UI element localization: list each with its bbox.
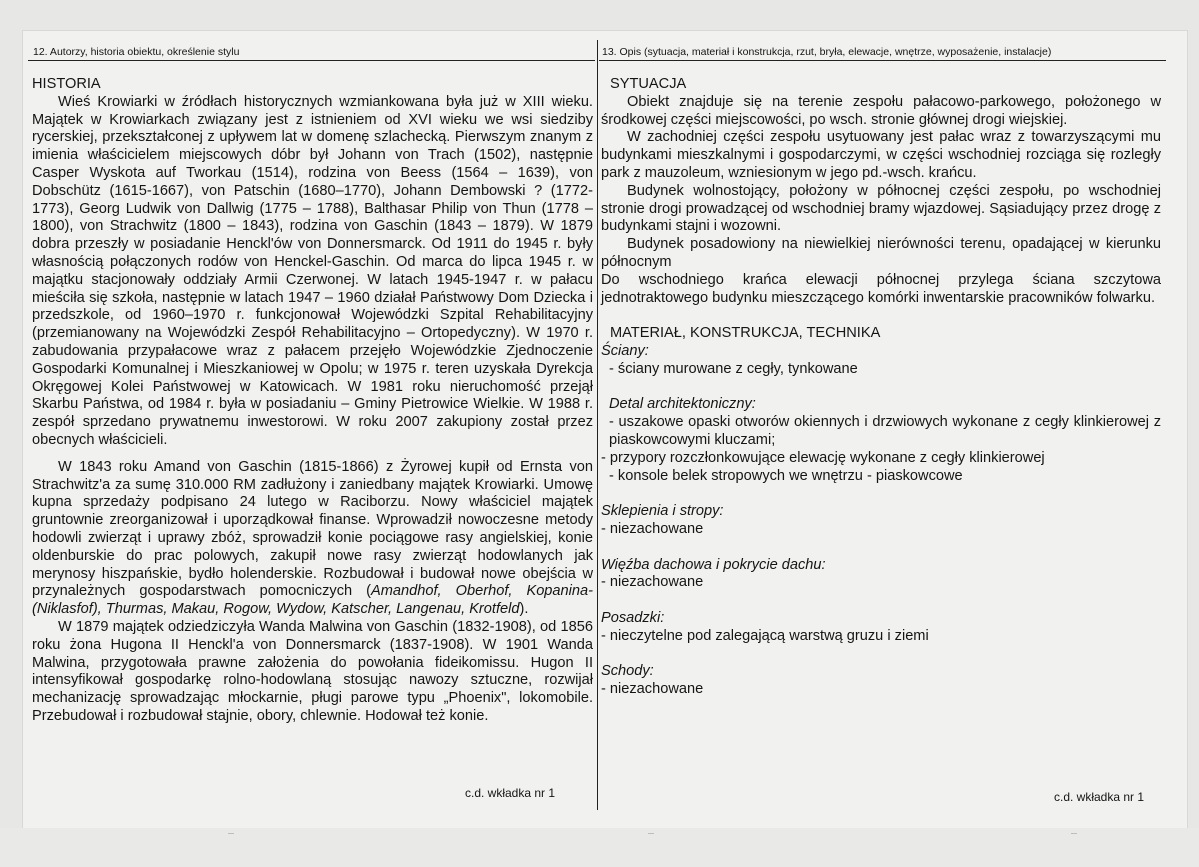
perforation-mark	[228, 833, 234, 834]
walls-item: - ściany murowane z cegły, tynkowane	[609, 360, 858, 377]
situation-paragraph-4: Budynek posadowiony na niewielkiej nierówności terenu, opadającej w kierunku północnym	[601, 236, 1161, 270]
floors-label: Posadzki:	[601, 609, 665, 626]
history-paragraph-2-text: W 1843 roku Amand von Gaschin (1815-1866) z Żyrowej kupił od Ernsta von Strachwitz'a za sumę 310.000 RM zadłużony i zaniedbany majątek Krowiarki. Umowę kupna sprzedaży podpisano 24 lutego w Raciborzu. Nowy właściciel majątek gruntownie zreorganizował i uporządkował finanse. Wprowadził nowoczesne metody hodowli zwierząt i uprawy zbóż, sprowadził konie pociągowe rasy angielskiej, konie oldenburskie do prac polowych, zakupił nowe rasy zwierząt hodowlanych jak merynosy hiszpańskie, bydło holenderskie. Rozbudował i budował nowe obejścia w przynależnych gospodarstwach pomocniczych (	[32, 458, 593, 600]
history-column	[32, 76, 593, 726]
perforation-mark	[648, 833, 654, 834]
left-section-header: 12. Autorzy, historia obiektu, określenie stylu	[33, 46, 240, 58]
column-divider	[597, 40, 598, 810]
roof-item: - niezachowane	[601, 574, 704, 591]
history-paragraph-2-end: ).	[519, 601, 529, 618]
farm-names: Amandhof, Oberhof, Kopanina-(Niklasfof), Thurmas, Makau, Rogow, Wydow, Katscher, Langenau, Krotfeld	[32, 583, 593, 618]
history-paragraph-2	[32, 459, 593, 619]
left-continuation-note: c.d. wkładka nr 1	[465, 786, 556, 800]
stairs-label: Schody:	[601, 663, 654, 680]
detail-item-2: - przypory rozczłonkowujące elewację wykonane z cegły klinkierowej	[601, 449, 1045, 466]
situation-paragraph-5: Do wschodniego krańca elewacji północnej przylega ściana szczytowa jednotraktowego budynku mieszczącego komórki inwentarskie pracowników folwarku.	[601, 271, 1161, 306]
situation-heading: SYTUACJA	[610, 76, 687, 92]
vaults-item: - niezachowane	[601, 520, 704, 537]
history-paragraph-3: W 1879 majątek odziedziczyła Wanda Malwina von Gaschin (1832-1908), od 1856 roku żona Hugona II Henckl'a von Donnersmarck (1837-1908). W 1901 Wanda Malwina, przygotowała prawne założenia do powołania fideikomissu. Hugon II intensyfikował gospodarkę rolno-hodowlaną stosując nawozy sztuczne, rozwijał mechanizację sprowadzając młockarnie, pługi parowe typu „Phoenix", lokomobile. Przebudował i rozbudował stajnie, obory, chlewnie. Hodował też konie.	[32, 618, 593, 724]
roof-label: Więźba dachowa i pokrycie dachu:	[601, 556, 826, 573]
stairs-item: - niezachowane	[601, 681, 704, 698]
right-section-header: 13. Opis (sytuacja, materiał i konstrukcja, rzut, bryła, elewacje, wnętrze, wyposażenie, instalacje)	[602, 46, 1052, 58]
floors-item: - nieczytelne pod zalegającą warstwą gruzu i ziemi	[601, 627, 929, 644]
detail-item-1: - uszakowe opaski otworów okiennych i drzwiowych wykonane z cegły klinkierowej z piaskowcowymi kluczami;	[609, 414, 1161, 448]
history-heading: HISTORIA	[32, 76, 101, 92]
description-column	[601, 76, 1161, 699]
material-heading: MATERIAŁ, KONSTRUKCJA, TECHNIKA	[610, 325, 881, 342]
perforation-mark	[1071, 833, 1077, 834]
detail-label: Detal architektoniczny:	[609, 396, 756, 413]
scan-bottom-strip	[0, 828, 1199, 867]
detail-item-3: - konsole belek stropowych we wnętrzu - piaskowcowe	[609, 467, 963, 484]
walls-label: Ściany:	[601, 342, 649, 359]
history-paragraph-1: Wieś Krowiarki w źródłach historycznych wzmiankowana była już w XIII wieku. Majątek w Krowiarkach związany jest z istnieniem od XVI wieku we wsi siedziby rycerskiej, przekształconej z upływem lat w domenę szlachecką. Pierwszym znanym z imienia właścicielem miejscowych dóbr był Johann von Trach (1502), następnie Casper Wyskota auf Tworkau (1514), rodzina von Beess (1564 – 1639), von Dobschütz (1615-1667), von Patschin (1680–1770), Johann Dembowski ? (1772-1773), Georg Ludwik von Dallwig (1775 – 1788), Balthasar Philip von Thun (1778 – 1800), von Strachwitz (1800 – 1843), rodzina von Gaschin (1843 – 1879). W 1879 dobra przeszły w posiadanie Henckl'ów von Donnersmarck. Od 1911 do 1945 r. były własnością połączonych rodów von Henckel-Gaschin. Od marca do lipca 1945 r. w majątku stacjonowały oddziały Armii Czerwonej. W latach 1945-1947 r. w pałacu mieściła się szkoła, następnie w latach 1947 – 1960 działał Państwowy Dom Dziecka i przedszkole, od 1960–1970 r. funkcjonował Wojewódzki Szpital Rehabilitacyjny (przemianowany na Wojewódzki Zespół Rehabilitacyjno – Ortopedyczny). W 1970 r. zabudowania przypałacowe wraz z pałacem przejęło Wojewódzkie Zjednoczenie Gospodarki Komunalnej i Mieszkaniowej w Opolu; w 1975 r. teren uzyskała Dyrekcja Okręgowej Kolei Państwowej w Katowicach. W 1981 roku nieruchomość przejął Skarbu Państwa, od 1984 r. była w posiadaniu – Gminy Pietrowice Wielkie. W 1988 r. zespół sprzedano prywatnemu inwestorowi. W roku 2007 zakupiony został przez obecnych właścicieli.	[32, 93, 593, 448]
vaults-label: Sklepienia i stropy:	[601, 503, 724, 520]
situation-paragraph-1: Obiekt znajduje się na terenie zespołu pałacowo-parkowego, położonego w środkowej części miejscowości, po wsch. stronie głównej drogi wiejskiej.	[601, 93, 1161, 128]
situation-paragraph-3: Budynek wolnostojący, położony w północnej części zespołu, po wschodniej stronie drogi prowadzącej od wschodniej bramy wjazdowej. Sąsiadujący przez drogę z budynkami stajni i wozowni.	[601, 182, 1161, 235]
right-continuation-note: c.d. wkładka nr 1	[1054, 790, 1145, 804]
situation-paragraph-2: W zachodniej części zespołu usytuowany jest pałac wraz z towarzyszącymi mu budynkami mieszkalnymi i gospodarczymi, w części wschodniej rozciąga się rozległy park z mauzoleum, wzniesionym w jego pd.-wsch. krańcu.	[601, 129, 1161, 181]
right-header-rule	[599, 60, 1166, 61]
left-header-rule	[28, 60, 595, 61]
